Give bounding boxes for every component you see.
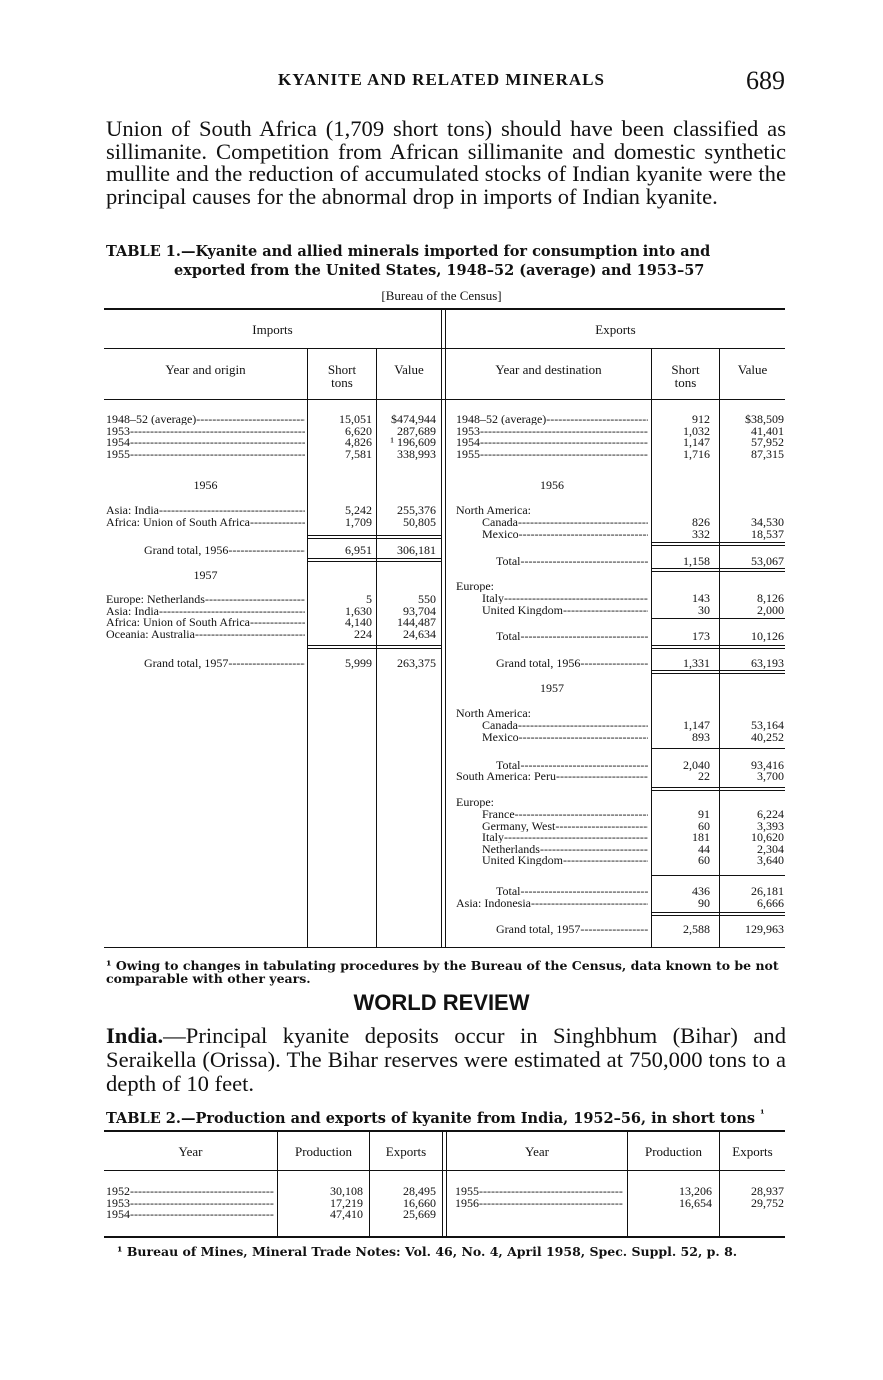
t2-right-row-1-value: 29,752 [751,1195,784,1210]
exp-na-1956-head-label-text: North America: [456,504,531,516]
exp-peru-1957-rule-a [652,787,785,788]
table1-source: [Bureau of the Census] [381,288,502,303]
table1-footnote: ¹ Owing to changes in tabulating procedures by the Bureau of the Census, data known to be not comparable with other years. [106,958,779,986]
table2-top-rule [104,1130,785,1132]
t2-left-row-1-label [106,1197,274,1209]
exp-eu-1957-4-value: 3,640 [757,853,784,867]
imp-1957-1-label [106,605,305,617]
imp-1956-0-tons: 5,242 [345,503,372,517]
imp-1957-0-value: 550 [418,592,436,606]
exp-indonesia-1957-label-leader [531,897,648,909]
table1-caption-line1: TABLE 1.—Kyanite and allied minerals imported for consumption into and [106,243,711,260]
imp-1956-rule-a [308,535,441,536]
t2-right-row-0-label [455,1185,623,1197]
imp-1957-0-tons: 5 [366,592,372,606]
exp-na-1957-1-value: 40,252 [751,729,784,744]
imp-total-1956-label-leader [228,544,305,556]
exp-na-1956-1-tons: 332 [692,526,710,541]
exp-eu-1957-4-tons: 60 [698,853,710,867]
exp-eu-1957-4-label [482,854,648,866]
exp-eu-1957-2-label [482,831,648,843]
imp-1956-rule-b [308,538,441,539]
t2-right-row-1-label-text: 1956 [455,1196,479,1209]
intro-paragraph: Union of South Africa (1,709 short tons) should have been classified as sillimanite. Competition from African sillimanite and domestic synthetic mullite and the reduction of accumulated stocks of Indian kyanite were the principal causes for the abnormal drop in imports of Indian kyanite. [106,116,786,209]
imp-1957-2-label-leader [250,616,305,628]
exp-annual-3-value: 87,315 [751,446,784,461]
t2-left-row-2-value: 25,669 [403,1207,436,1221]
exp-grand-1957-label [496,923,648,935]
table1-caption-line2: exported from the United States, 1948–52 (average) and 1953–57 [174,262,705,279]
t2-left-row-0-label-leader [130,1185,274,1197]
exp-na-total-1956-tons: 1,158 [683,554,710,568]
exp-annual-2-label-text: 1954 [456,436,480,448]
t2-left-row-2-tons: 47,410 [330,1207,363,1221]
exp-na-1956-0-value: 34,530 [751,515,784,529]
exp-eu-1957-1-tons: 60 [698,818,710,833]
imp-annual-0-label-text: 1948–52 (average) [106,413,197,425]
exp-na-1957-1-tons: 893 [692,729,710,744]
t2-col-exports-left: Exports [385,1144,427,1159]
exp-eu-1957-3-value: 2,304 [757,841,784,856]
col-imp-short-tons: Short tons [327,362,357,390]
exp-na-total-1956-value: 53,067 [751,554,784,568]
imp-1957-3-value: 24,634 [403,626,436,641]
imp-1957-0-label-text: Europe: Netherlands [106,593,205,605]
exp-na-1956-0-tons: 826 [692,515,710,529]
exp-eu-total-1956-label-leader [521,630,649,642]
exp-eu-1956-rule [652,618,785,619]
imp-1956-0-label-leader [159,504,305,516]
exp-na-1957-1-label-text: Mexico [482,730,519,743]
exp-na-1957-0-tons: 1,147 [683,718,710,732]
exp-annual-0-label [456,413,648,425]
imp-1957-2-tons: 4,140 [345,615,372,629]
exp-year-1957: 1957 [540,681,564,695]
imp-1956-0-label-text: Asia: India [106,504,159,516]
exp-eu-1957-2-value: 10,620 [751,830,784,844]
imp-1957-3-tons: 224 [354,626,372,641]
imp-annual-3-value: 338,993 [397,446,436,461]
exports-heading: Exports [595,322,636,337]
t2-right-row-1-label-leader [479,1197,623,1209]
exp-eu-1957-1-label [482,820,648,832]
imp-total-1956-value: 306,181 [397,543,436,557]
exp-eu-total-1957-value: 26,181 [751,884,784,898]
imp-annual-1-tons: 6,620 [345,423,372,438]
exp-eu-total-1957-label [496,885,648,897]
imp-annual-0-label [106,413,305,425]
exp-eu-1956-0-label-leader [504,592,648,604]
exp-eu-1957-3-label [482,843,648,855]
t2-left-row-1-label-leader [130,1197,274,1209]
exp-annual-1-label-text: 1953 [456,424,480,437]
exp-eu-1956-head-label [456,580,648,592]
india-paragraph [106,1024,786,1096]
imp-1957-rule-b [308,648,441,649]
exp-annual-0-tons: 912 [692,412,710,426]
exp-na-1956-head-label [456,504,648,516]
exp-annual-0-label-text: 1948–52 (average) [456,413,547,425]
table2-caption: TABLE 2.—Production and exports of kyanite from India, 1952–56, in short tons $^{^1}$ [106,1109,765,1127]
t2-col-production-right: Production [644,1144,703,1159]
exp-grand-1956-label-text: Grand total, 1956 [496,657,581,669]
exp-peru-1957-value: 3,700 [757,769,784,783]
page-number: 689 [746,66,785,95]
exp-indonesia-1957-rule-b [652,915,785,916]
exp-annual-1-label-leader [480,425,648,437]
table2-head-rule [104,1170,785,1171]
imp-annual-3-label-leader [130,448,305,460]
exp-na-1957-1-label-leader [519,731,648,743]
exp-na-total-1956-label-text: Total [496,555,521,567]
imp-1957-0-label [106,593,305,605]
exp-eu-1957-rule [652,875,785,876]
t2-left-row-2-label-text: 1954 [106,1208,130,1220]
exp-na-1957-head-label [456,707,648,719]
imp-1956-0-label [106,504,305,516]
exp-grand-1956-rule-a [652,670,785,671]
exp-eu-1956-0-value: 8,126 [757,591,784,605]
exp-na-total-1957-value: 93,416 [751,758,784,772]
exp-eu-1957-1-value: 3,393 [757,818,784,833]
exp-eu-1957-3-label-leader [540,843,648,855]
col-exp-value: Value [737,362,768,377]
exp-na-1957-0-label [482,719,648,731]
imp-year-1957: 1957 [193,568,218,582]
imp-1956-1-value: 50,805 [403,514,436,529]
exp-annual-3-label-leader [480,448,648,460]
imp-annual-1-label [106,425,305,437]
exp-annual-1-label [456,425,648,437]
imp-total-1956-label [144,544,305,556]
imp-total-1956-label-text: Grand total, 1956 [144,544,229,556]
exp-na-1956-0-label-leader [518,516,648,528]
exp-na-total-1957-tons: 2,040 [683,758,710,772]
exp-eu-1956-head-label-text: Europe: [456,580,494,592]
exp-peru-1957-label [456,770,648,782]
t2-left-row-0-label-text: 1952 [106,1185,130,1197]
exp-annual-1-value: 41,401 [751,423,784,438]
exp-eu-1956-1-label-text: United Kingdom [482,603,563,616]
imp-year-1956: 1956 [193,478,218,492]
imp-1957-1-tons: 1,630 [345,603,372,618]
exp-grand-1956-value: 63,193 [751,656,784,670]
t2-left-row-0-label [106,1185,274,1197]
t2-left-row-1-label-text: 1953 [106,1196,130,1209]
imp-1957-1-label-text: Asia: India [106,604,159,617]
exp-annual-3-label-text: 1955 [456,447,480,460]
exp-eu-1956-0-tons: 143 [692,591,710,605]
world-review-heading: WORLD REVIEW [353,990,530,1015]
exp-eu-1956-0-label-text: Italy [482,592,504,604]
exp-eu-1956-1-label [482,604,648,616]
exp-eu-1957-0-label-leader [515,808,648,820]
exp-na-total-1956-rule-a [652,568,785,569]
exp-annual-2-label [456,436,648,448]
exp-indonesia-1957-label-text: Asia: Indonesia [456,897,531,909]
t2-col-year-left: Year [178,1144,203,1159]
col-imp-value: Value [394,362,424,377]
table1-vline-mid-b [445,310,446,947]
imp-1957-2-label [106,616,305,628]
t2-right-row-0-label-text: 1955 [455,1185,479,1197]
t2-left-row-2-label-leader [130,1208,274,1220]
exp-peru-1957-label-text: South America: Peru [456,770,556,782]
exp-na-1956-1-label-text: Mexico [482,527,519,540]
imp-1957-2-label-text: Africa: Union of South Africa [106,616,250,628]
exp-eu-total-1956-tons: 173 [692,629,710,643]
exp-eu-total-1956-value: 10,126 [751,629,784,643]
india-text: —Principal kyanite deposits occur in Singhbhum (Bihar) and Seraikella (Orissa). The Bihar reserves were estimated at 750,000 tons to a depth of 10 feet. [106,1023,786,1096]
imp-1957-1-value: 93,704 [403,603,436,618]
imp-1957-rule-a [308,645,441,646]
table2-footnote: ¹ Bureau of Mines, Mineral Trade Notes: Vol. 46, No. 4, April 1958, Spec. Suppl. 52, p. 8. [117,1244,738,1259]
exp-grand-1956-label-leader [580,657,648,669]
exp-grand-1956-rule-b [652,673,785,674]
exp-eu-total-1956-label-text: Total [496,630,521,642]
exp-eu-1957-0-tons: 91 [698,807,710,821]
table1-vline-mid-a [441,310,442,947]
exp-na-1957-head-label-text: North America: [456,707,531,719]
imp-total-1956-tons: 6,951 [345,543,372,557]
exp-na-1957-0-label-text: Canada [482,719,518,731]
imports-heading: Imports [252,322,293,337]
exp-eu-1957-head-label [456,796,648,808]
exp-indonesia-1957-rule-a [652,912,785,913]
exp-na-1957-0-label-leader [518,719,648,731]
imp-1957-3-label-text: Oceania: Australia [106,627,195,640]
exp-eu-1956-1-label-leader [563,604,648,616]
imp-annual-1-label-leader [130,425,305,437]
running-header-title: KYANITE AND RELATED MINERALS [278,70,605,89]
exp-annual-0-value: $38,509 [745,412,784,426]
t2-left-row-0-value: 28,495 [403,1184,436,1198]
exp-indonesia-1957-tons: 90 [698,896,710,910]
imp-annual-1-value: 287,689 [397,423,436,438]
exp-eu-1957-0-value: 6,224 [757,807,784,821]
exp-eu-total-1957-label-leader [521,885,649,897]
exp-na-1956-rule-b [652,545,785,546]
imp-annual-2-label [106,436,305,448]
exp-eu-1957-1-label-text: Germany, West [482,819,556,832]
exp-na-1956-0-label-text: Canada [482,516,518,528]
exp-eu-1957-0-label [482,808,648,820]
exp-annual-1-tons: 1,032 [683,423,710,438]
exp-eu-1957-head-label-text: Europe: [456,796,494,808]
t2-left-row-0-tons: 30,108 [330,1184,363,1198]
col-exp-short-tons: Short tons [671,362,700,390]
exp-eu-1957-2-label-text: Italy [482,831,504,843]
exp-na-total-1956-rule-b [652,571,785,572]
imp-annual-2-label-leader [130,436,305,448]
imp-annual-1-label-text: 1953 [106,424,130,437]
imp-1957-2-value: 144,487 [397,615,436,629]
exp-eu-total-1957-tons: 436 [692,884,710,898]
india-lead: India. [106,1023,164,1048]
exp-grand-1957-tons: 2,588 [683,922,710,936]
exp-eu-1957-2-label-leader [504,831,648,843]
exp-eu-total-1956-rule-b [652,648,785,649]
exp-eu-1957-4-label-text: United Kingdom [482,854,563,866]
imp-annual-0-label-leader [196,413,305,425]
imp-total-1957-label-leader [228,657,305,669]
imp-1956-1-label [106,516,305,528]
table1-caption [106,242,786,280]
exp-indonesia-1957-value: 6,666 [757,896,784,910]
t2-col-year-right: Year [525,1144,549,1159]
exp-eu-1957-2-tons: 181 [692,830,710,844]
exp-annual-3-label [456,448,648,460]
exp-eu-total-1957-label-text: Total [496,885,521,897]
exp-na-1956-1-label-leader [519,528,648,540]
t2-right-row-0-value: 28,937 [751,1184,784,1198]
imp-total-1957-value: 263,375 [397,656,436,670]
imp-annual-3-label [106,448,305,460]
imp-total-1957-tons: 5,999 [345,656,372,670]
exp-eu-1956-1-value: 2,000 [757,602,784,617]
exp-na-total-1956-label-leader [521,555,649,567]
t2-left-row-2-label [106,1208,274,1220]
t2-right-row-0-label-leader [479,1185,623,1197]
imp-annual-3-tons: 7,581 [345,446,372,461]
imp-total-1957-label-text: Grand total, 1957 [144,657,229,669]
exp-annual-2-tons: 1,147 [683,435,710,449]
table2-bottom-rule [104,1236,785,1238]
imp-1956-0-value: 255,376 [397,503,436,517]
imp-total-1956-rule-b [308,561,441,562]
imp-annual-2-tons: 4,826 [345,435,372,449]
imp-total-1957-label [144,657,305,669]
exp-grand-1956-label [496,657,648,669]
exp-eu-1957-3-tons: 44 [698,841,710,856]
imp-1956-1-tons: 1,709 [345,514,372,529]
exp-annual-0-label-leader [546,413,648,425]
exp-na-1957-0-value: 53,164 [751,718,784,732]
t2-left-row-1-value: 16,660 [403,1195,436,1210]
exp-na-total-1957-label-text: Total [496,759,521,771]
t2-col-exports-right: Exports [732,1144,773,1159]
exp-eu-1957-3-label-text: Netherlands [482,842,540,855]
col-year-destination: Year and destination [495,362,602,377]
exp-peru-1957-tons: 22 [698,769,710,783]
imp-annual-0-tons: 15,051 [339,412,372,426]
exp-na-1957-1-label [482,731,648,743]
t2-right-row-0-tons: 13,206 [679,1184,712,1198]
exp-eu-total-1956-rule-a [652,645,785,646]
exp-na-1956-1-value: 18,537 [751,526,784,541]
exp-eu-total-1956-label [496,630,648,642]
col-year-origin: Year and origin [165,362,246,377]
exp-grand-1957-label-text: Grand total, 1957 [496,923,581,935]
exp-na-1956-rule-a [652,542,785,543]
exp-annual-2-label-leader [480,436,648,448]
imp-1957-3-label-leader [195,628,305,640]
t2-right-row-1-tons: 16,654 [679,1195,712,1210]
exp-eu-1957-1-label-leader [555,820,648,832]
t2-col-production-left: Production [294,1144,353,1159]
exp-grand-1956-tons: 1,331 [683,656,710,670]
exp-na-1956-0-label [482,516,648,528]
t2-left-row-1-tons: 17,219 [330,1195,363,1210]
imp-1957-0-label-leader [205,593,305,605]
exp-grand-1957-label-leader [580,923,648,935]
exp-grand-1957-value: 129,963 [745,922,784,936]
exp-na-total-1956-label [496,555,648,567]
table1-bottom-rule [104,947,785,948]
table2-vline-mid-a [442,1132,443,1236]
imp-annual-0-value: $474,944 [391,412,436,426]
imp-1956-1-label-leader [250,516,305,528]
exp-year-1956: 1956 [540,478,564,492]
t2-right-row-1-label [455,1197,623,1209]
exp-annual-2-value: 57,952 [751,435,784,449]
exp-eu-1956-0-label [482,592,648,604]
exp-eu-1957-4-label-leader [563,854,648,866]
imp-annual-2-label-text: 1954 [106,436,130,448]
exp-peru-1957-rule-b [652,790,785,791]
imp-1957-3-label [106,628,305,640]
imp-total-1956-rule-a [308,558,441,559]
imp-annual-2-value: ¹ 196,609 [390,435,436,449]
exp-eu-1957-0-label-text: France [482,808,515,820]
imp-annual-3-label-text: 1955 [106,447,130,460]
exp-na-1956-1-label [482,528,648,540]
exp-annual-3-tons: 1,716 [683,446,710,461]
imp-1957-1-label-leader [159,605,305,617]
exp-peru-1957-label-leader [556,770,648,782]
exp-indonesia-1957-label [456,897,648,909]
exp-eu-1956-1-tons: 30 [698,602,710,617]
imp-1956-1-label-text: Africa: Union of South Africa [106,515,250,528]
exp-na-1957-rule [652,748,785,749]
